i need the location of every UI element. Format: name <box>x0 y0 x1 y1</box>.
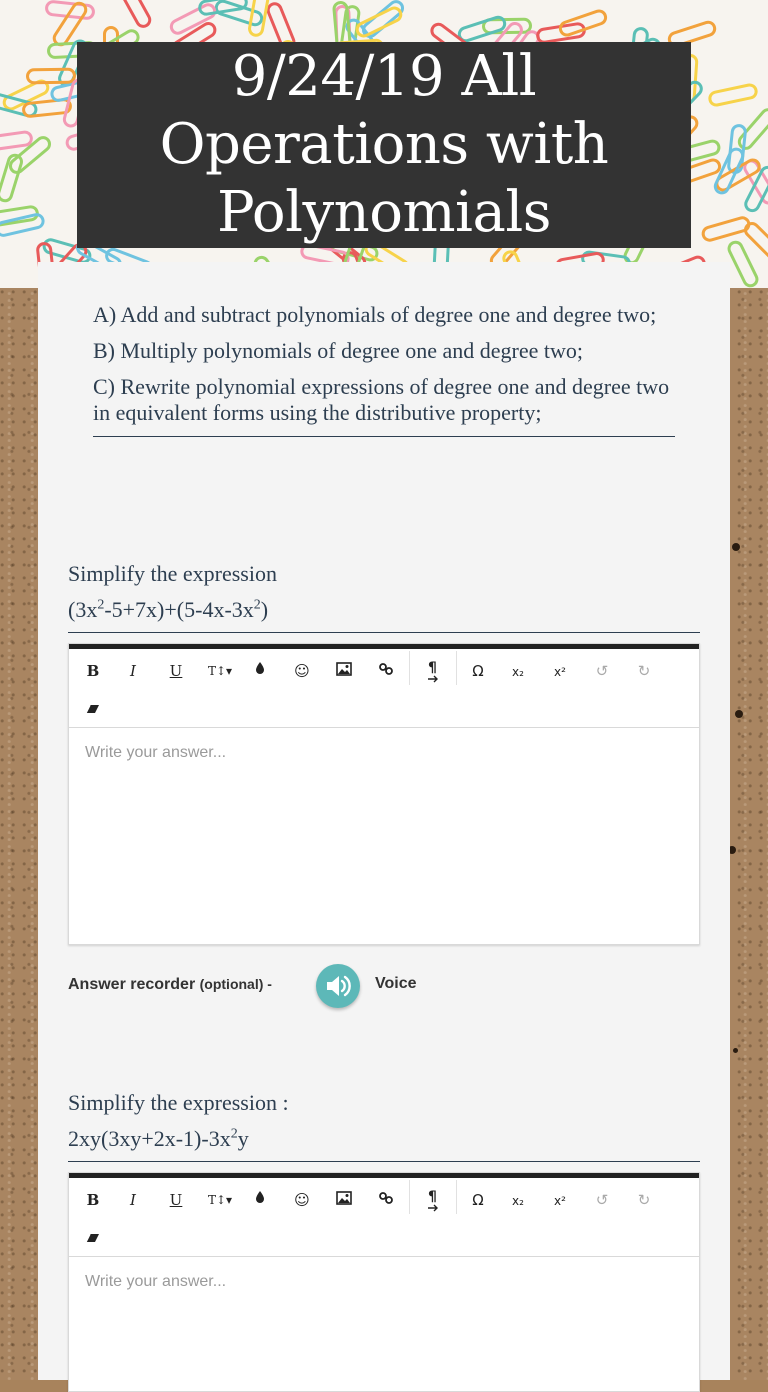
worksheet <box>38 262 730 1380</box>
objective-c: C) Rewrite polynomial expressions of degree one and degree two in equivalent forms using the distributive property; <box>93 374 670 425</box>
speaker-icon <box>316 964 360 1008</box>
title-banner <box>77 42 691 248</box>
text-size-button[interactable]: T↕▾ <box>207 1193 233 1207</box>
page-title: 9/24/19 All Operations with Polynomials <box>159 44 609 245</box>
text-size-button[interactable]: T↕▾ <box>207 664 233 678</box>
undo-button[interactable]: ↺ <box>595 1191 609 1209</box>
objective-a: A) Add and subtract polynomials of degree one and degree two; <box>93 302 657 327</box>
answer-editor-1 <box>68 643 700 945</box>
learning-objectives <box>93 302 675 437</box>
answer-input-1[interactable]: Write your answer... <box>85 744 227 761</box>
svg-text:¶: ¶ <box>428 1189 437 1205</box>
question-2-prompt: Simplify the expression : <box>68 1090 289 1115</box>
paperclip-decoration <box>353 4 405 40</box>
text-color-icon[interactable] <box>246 1190 274 1210</box>
text-color-icon[interactable] <box>246 661 274 681</box>
svg-text:¶: ¶ <box>428 660 437 676</box>
underline-button[interactable]: U <box>169 1191 183 1209</box>
superscript-button[interactable]: x² <box>554 665 566 679</box>
paperclip-decoration <box>26 68 76 85</box>
image-icon[interactable] <box>330 661 358 681</box>
underline-button[interactable]: U <box>169 662 183 680</box>
paperclip-decoration <box>116 0 154 31</box>
editor-toolbar <box>69 1178 699 1257</box>
answer-recorder <box>68 962 700 1012</box>
image-icon[interactable] <box>330 1190 358 1210</box>
answer-recorder-label: Answer recorder (optional) - <box>68 976 272 993</box>
paperclip-decoration <box>247 0 271 38</box>
question-1-prompt: Simplify the expression <box>68 561 277 586</box>
italic-button[interactable]: I <box>130 662 136 680</box>
redo-button[interactable]: ↻ <box>637 1191 651 1209</box>
undo-button[interactable]: ↺ <box>595 662 609 680</box>
bold-button[interactable]: B <box>86 1191 100 1209</box>
subscript-button[interactable]: x₂ <box>512 1194 524 1208</box>
editor-toolbar <box>69 649 699 728</box>
link-icon[interactable] <box>372 1190 400 1210</box>
paragraph-direction-icon[interactable] <box>419 1188 447 1217</box>
voice-label[interactable]: Voice <box>375 975 417 992</box>
question-1-expression: $(3x^2-5+7x)+(5-4x-3x^2)$ <box>68 597 269 622</box>
eraser-icon[interactable] <box>79 699 107 719</box>
emoji-button[interactable]: ☺ <box>294 662 310 680</box>
italic-button[interactable]: I <box>130 1191 136 1209</box>
question-1 <box>68 556 700 633</box>
emoji-button[interactable]: ☺ <box>294 1191 310 1209</box>
redo-button[interactable]: ↻ <box>637 662 651 680</box>
eraser-icon[interactable] <box>79 1228 107 1248</box>
paperclip-decoration <box>707 82 759 108</box>
superscript-button[interactable]: x² <box>554 1194 566 1208</box>
paragraph-direction-icon[interactable] <box>419 659 447 688</box>
answer-editor-2 <box>68 1172 700 1392</box>
objective-b: B) Multiply polynomials of degree one and degree two; <box>93 338 583 363</box>
question-2 <box>68 1085 700 1162</box>
paperclip-decoration <box>0 152 25 204</box>
bold-button[interactable]: B <box>86 662 100 680</box>
subscript-button[interactable]: x₂ <box>512 665 524 679</box>
question-2-expression: $2xy(3xy+2x-1)-3x^2y$ <box>68 1126 249 1151</box>
link-icon[interactable] <box>372 661 400 681</box>
special-characters-button[interactable]: Ω <box>472 1191 484 1209</box>
answer-input-2[interactable]: Write your answer... <box>85 1273 227 1290</box>
voice-record-button[interactable] <box>316 964 360 1008</box>
special-characters-button[interactable]: Ω <box>472 662 484 680</box>
